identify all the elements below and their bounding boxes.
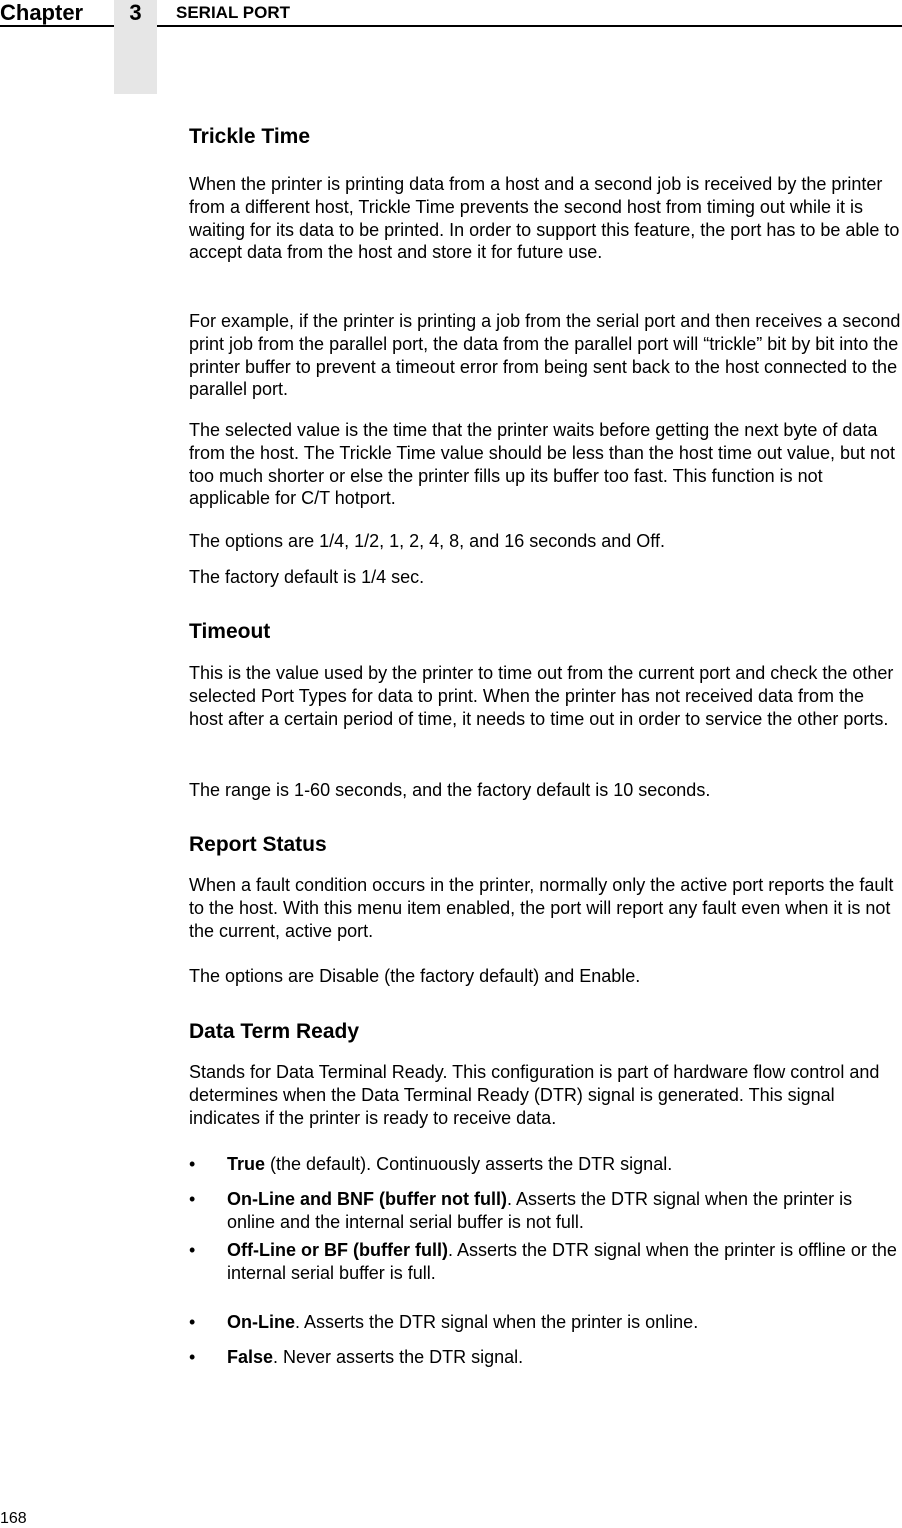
heading-report-status — [189, 832, 902, 858]
heading: Report Status — [189, 833, 327, 856]
paragraph — [189, 1061, 902, 1129]
paragraph-text: The selected value is the time that the printer waits before getting the next byte of data from the host. The Trickle Time value should be less than the host time out value, but not too much shorter or else the printer fills up its buffer too fast. This function is not applicable for C/T hotport. — [189, 420, 896, 509]
paragraph — [189, 965, 902, 988]
bullet-term: Off-Line or BF (buffer full) — [227, 1240, 448, 1260]
bullet-term: On-Line and BNF (buffer not full) — [227, 1189, 507, 1209]
paragraph-text: The options are Disable (the factory default) and Enable. — [189, 966, 641, 986]
paragraph — [189, 779, 902, 802]
chapter-number: 3 — [129, 0, 142, 25]
paragraph — [189, 566, 902, 589]
bullet-icon: • — [189, 1347, 196, 1367]
chapter-number-tab — [114, 0, 157, 94]
paragraph — [189, 530, 902, 553]
heading-data-term-ready — [189, 1019, 902, 1045]
paragraph-text: For example, if the printer is printing a job from the serial port and then receives a second print job from the parallel port, the data from the parallel port will “trickle” bit by bit into the printer buffer to prevent a timeout error from being sent back to the host connected to the parallel port. — [189, 311, 901, 400]
paragraph-text: Stands for Data Terminal Ready. This configuration is part of hardware flow control and determines when the Data Terminal Ready (DTR) signal is generated. This signal indicates if the printer is ready to receive data. — [189, 1062, 880, 1128]
header-rule — [157, 25, 902, 27]
bullet-term: True — [227, 1154, 266, 1174]
page-number: 168 — [0, 1510, 27, 1527]
paragraph-text: The factory default is 1/4 sec. — [189, 567, 425, 587]
chapter-label: Chapter — [0, 0, 84, 25]
heading-timeout — [189, 619, 902, 645]
header-rule — [0, 25, 114, 27]
heading: Data Term Ready — [189, 1020, 360, 1043]
bullet-text: . Never asserts the DTR signal. — [273, 1347, 524, 1367]
bullet-term: On-Line — [227, 1312, 295, 1332]
bullet-text: . Asserts the DTR signal when the printer is online and the internal serial buffer is not full. — [227, 1189, 853, 1232]
heading-trickle-time — [189, 124, 902, 150]
bullet-item — [189, 1153, 902, 1176]
heading: Trickle Time — [189, 125, 311, 148]
paragraph-text: The options are 1/4, 1/2, 1, 2, 4, 8, and 16 seconds and Off. — [189, 531, 665, 551]
bullet-item — [189, 1188, 902, 1234]
paragraph-text: The range is 1-60 seconds, and the factory default is 10 seconds. — [189, 780, 711, 800]
paragraph-text: When the printer is printing data from a host and a second job is received by the printer from a different host, Trickle Time prevents the second host from timing out while it is waiting for its data to be printed. In order to support this feature, the port has to be able to accept data from the host and store it for future use. — [189, 174, 900, 263]
bullet-icon: • — [189, 1154, 196, 1174]
bullet-text: (the default). Continuously asserts the DTR signal. — [265, 1154, 673, 1174]
section-title: SERIAL PORT — [176, 3, 290, 22]
bullet-icon: • — [189, 1312, 196, 1332]
paragraph — [189, 173, 902, 264]
bullet-icon: • — [189, 1240, 196, 1260]
bullet-icon: • — [189, 1189, 196, 1209]
bullet-text: . Asserts the DTR signal when the printer is online. — [295, 1312, 699, 1332]
paragraph — [189, 419, 902, 510]
bullet-item — [189, 1239, 902, 1285]
paragraph-text: This is the value used by the printer to time out from the current port and check the other selected Port Types for data to print. When the printer has not received data from the host after a certain period of time, it needs to time out in order to service the other ports. — [189, 663, 894, 729]
bullet-item — [189, 1346, 902, 1369]
paragraph — [189, 662, 902, 730]
paragraph — [189, 310, 902, 401]
paragraph-text: When a fault condition occurs in the printer, normally only the active port reports the fault to the host. With this menu item enabled, the port will report any fault even when it is not the current, active port. — [189, 875, 894, 941]
bullet-text: . Asserts the DTR signal when the printer is offline or the internal serial buffer is full. — [227, 1240, 897, 1283]
bullet-item — [189, 1311, 902, 1334]
paragraph — [189, 874, 902, 942]
bullet-term: False — [227, 1347, 274, 1367]
heading: Timeout — [189, 620, 271, 643]
